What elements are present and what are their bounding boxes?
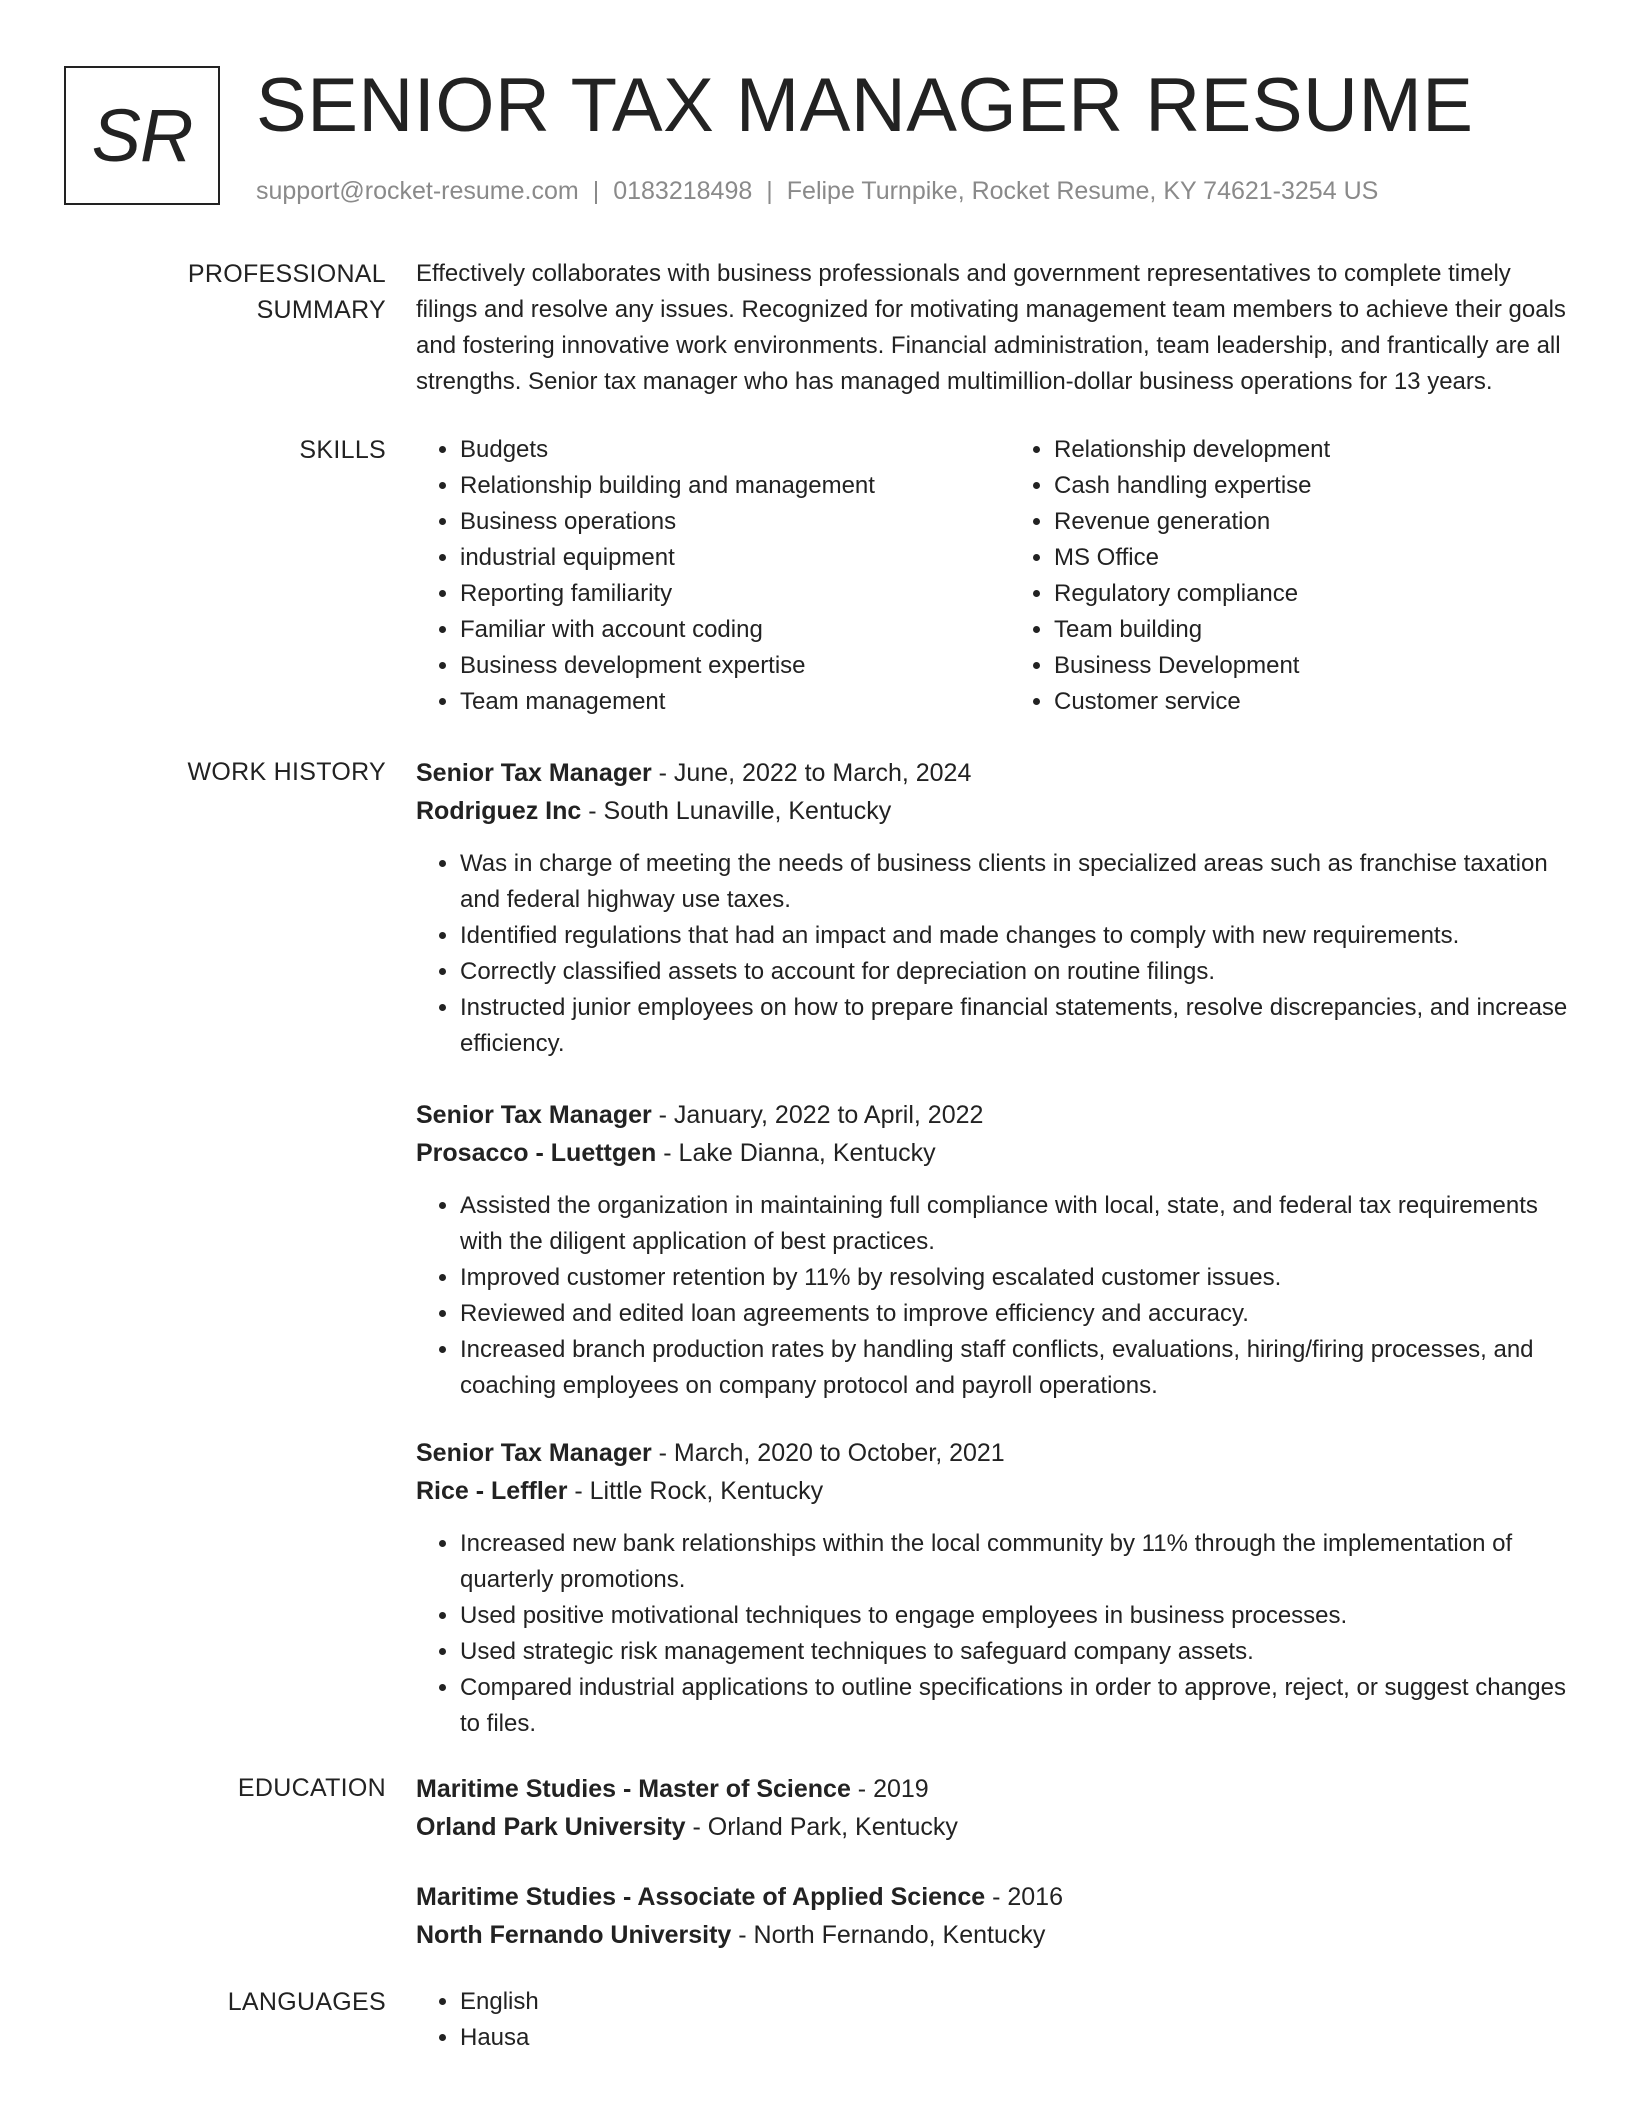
skill-item: • Business operations [460, 504, 1010, 540]
language-item: • English [460, 1984, 1578, 2020]
skill-item: • Familiar with account coding [460, 612, 1010, 648]
education-location: - North Fernando, Kentucky [731, 1921, 1046, 1949]
resume-sections [64, 256, 1578, 2056]
job-company: Rodriguez Inc [416, 797, 582, 825]
skill-item: • Reporting familiarity [460, 576, 1010, 612]
job-entry [416, 1096, 1578, 1404]
education-location: - Orland Park, Kentucky [685, 1813, 958, 1841]
section-label: LANGUAGES [227, 1988, 386, 2016]
contact-email[interactable]: support@rocket-resume.com [256, 177, 579, 205]
section-body [416, 1984, 1578, 2056]
skills-list-right [1010, 432, 1604, 720]
skill-item: • Customer service [1054, 684, 1604, 720]
section-body [416, 256, 1578, 400]
section-label: EDUCATION [237, 1774, 386, 1802]
skill-item: • Cash handling expertise [1054, 468, 1604, 504]
skill-item: • MS Office [1054, 540, 1604, 576]
skill-item: • Relationship building and management [460, 468, 1010, 504]
education-school: North Fernando University [416, 1921, 732, 1949]
resume-header [64, 64, 1568, 214]
education-school: Orland Park University [416, 1813, 686, 1841]
job-company-line [416, 1472, 1578, 1510]
job-dates: - March, 2020 to October, 2021 [651, 1439, 1005, 1467]
job-bullets [416, 1526, 1578, 1742]
education-degree-line [416, 1878, 1578, 1916]
job-bullet: • Reviewed and edited loan agreements to improve efficiency and accuracy. [460, 1296, 1578, 1332]
job-location: - Little Rock, Kentucky [567, 1477, 824, 1505]
job-bullet: • Assisted the organization in maintaining full compliance with local, state, and federal tax requirements with the diligent application of best practices. [460, 1188, 1578, 1260]
education-entry [416, 1770, 1578, 1846]
skill-item: • Business development expertise [460, 648, 1010, 684]
job-bullet: • Compared industrial applications to outline specifications in order to approve, reject, or suggest changes to files. [460, 1670, 1578, 1742]
skill-item: • industrial equipment [460, 540, 1010, 576]
skill-item: • Business Development [1054, 648, 1604, 684]
job-company: Rice - Leffler [416, 1477, 568, 1505]
section-education [64, 1770, 1578, 1954]
contact-phone[interactable]: 0183218498 [613, 177, 753, 205]
language-item: • Hausa [460, 2020, 1578, 2056]
job-bullet: • Was in charge of meeting the needs of business clients in specialized areas such as franchise taxation and federal highway use taxes. [460, 846, 1578, 918]
monogram-badge: SR [64, 66, 220, 205]
job-bullet: • Used positive motivational techniques to engage employees in business processes. [460, 1598, 1578, 1634]
section-body [416, 1770, 1578, 1954]
job-title: Senior Tax Manager [416, 1439, 652, 1467]
job-bullet: • Increased new bank relationships within the local community by 11% through the implementation of quarterly promotions. [460, 1526, 1578, 1598]
job-title-line [416, 1096, 1578, 1134]
job-dates: - January, 2022 to April, 2022 [651, 1101, 984, 1129]
education-degree-line [416, 1770, 1578, 1808]
job-company-line [416, 792, 1578, 830]
contact-line [256, 174, 1378, 208]
education-year: - 2019 [850, 1775, 929, 1803]
section-skills [64, 432, 1578, 720]
resume-title: SENIOR TAX MANAGER RESUME [256, 63, 1474, 148]
section-label: PROFESSIONAL SUMMARY [187, 260, 386, 324]
skills-list-left [416, 432, 1010, 720]
contact-separator: | [592, 177, 600, 205]
job-bullet: • Identified regulations that had an impact and made changes to comply with new requirements. [460, 918, 1578, 954]
section-professional-summary [64, 256, 1578, 400]
contact-address: Felipe Turnpike, Rocket Resume, KY 74621-3254 US [786, 177, 1379, 205]
education-entry [416, 1878, 1578, 1954]
section-work-history [64, 754, 1578, 1742]
job-dates: - June, 2022 to March, 2024 [651, 759, 972, 787]
skill-item: • Regulatory compliance [1054, 576, 1604, 612]
section-label: SKILLS [299, 436, 386, 464]
skill-item: • Relationship development [1054, 432, 1604, 468]
section-body [416, 754, 1578, 1742]
job-bullets [416, 846, 1578, 1062]
section-languages [64, 1984, 1578, 2056]
education-school-line [416, 1916, 1578, 1954]
job-entry [416, 754, 1578, 1062]
skill-item: • Team building [1054, 612, 1604, 648]
skills-columns [416, 432, 1604, 720]
job-title-line [416, 754, 1578, 792]
job-bullet: • Used strategic risk management techniques to safeguard company assets. [460, 1634, 1578, 1670]
education-degree: Maritime Studies - Associate of Applied Science [416, 1883, 986, 1911]
job-company-line [416, 1134, 1578, 1172]
summary-text: Effectively collaborates with business professionals and government representatives to complete timely filings and resolve any issues. Recognized for motivating management team members to achieve their goals and fostering innovative work environments. Financial administration, team leadership, and frantically are all strengths. Senior tax manager who has managed multimillion-dollar business operations for 13 years. [416, 260, 1566, 395]
job-bullet: • Increased branch production rates by handling staff conflicts, evaluations, hiring/firing processes, and coaching employees on company protocol and payroll operations. [460, 1332, 1578, 1404]
job-location: - South Lunaville, Kentucky [581, 797, 892, 825]
job-title-line [416, 1434, 1578, 1472]
skill-item: • Revenue generation [1054, 504, 1604, 540]
job-entry [416, 1434, 1578, 1742]
job-bullets [416, 1188, 1578, 1404]
skill-item: • Budgets [460, 432, 1010, 468]
education-degree: Maritime Studies - Master of Science [416, 1775, 851, 1803]
job-bullet: • Correctly classified assets to account for depreciation on routine filings. [460, 954, 1578, 990]
job-title: Senior Tax Manager [416, 1101, 652, 1129]
languages-list [416, 1984, 1578, 2056]
job-bullet: • Instructed junior employees on how to prepare financial statements, resolve discrepancies, and increase efficiency. [460, 990, 1578, 1062]
education-school-line [416, 1808, 1578, 1846]
section-label: WORK HISTORY [187, 758, 386, 786]
education-year: - 2016 [985, 1883, 1063, 1911]
job-company: Prosacco - Luettgen [416, 1139, 657, 1167]
skill-item: • Team management [460, 684, 1010, 720]
job-location: - Lake Dianna, Kentucky [656, 1139, 936, 1167]
job-title: Senior Tax Manager [416, 759, 652, 787]
job-bullet: • Improved customer retention by 11% by resolving escalated customer issues. [460, 1260, 1578, 1296]
contact-separator: | [766, 177, 773, 205]
